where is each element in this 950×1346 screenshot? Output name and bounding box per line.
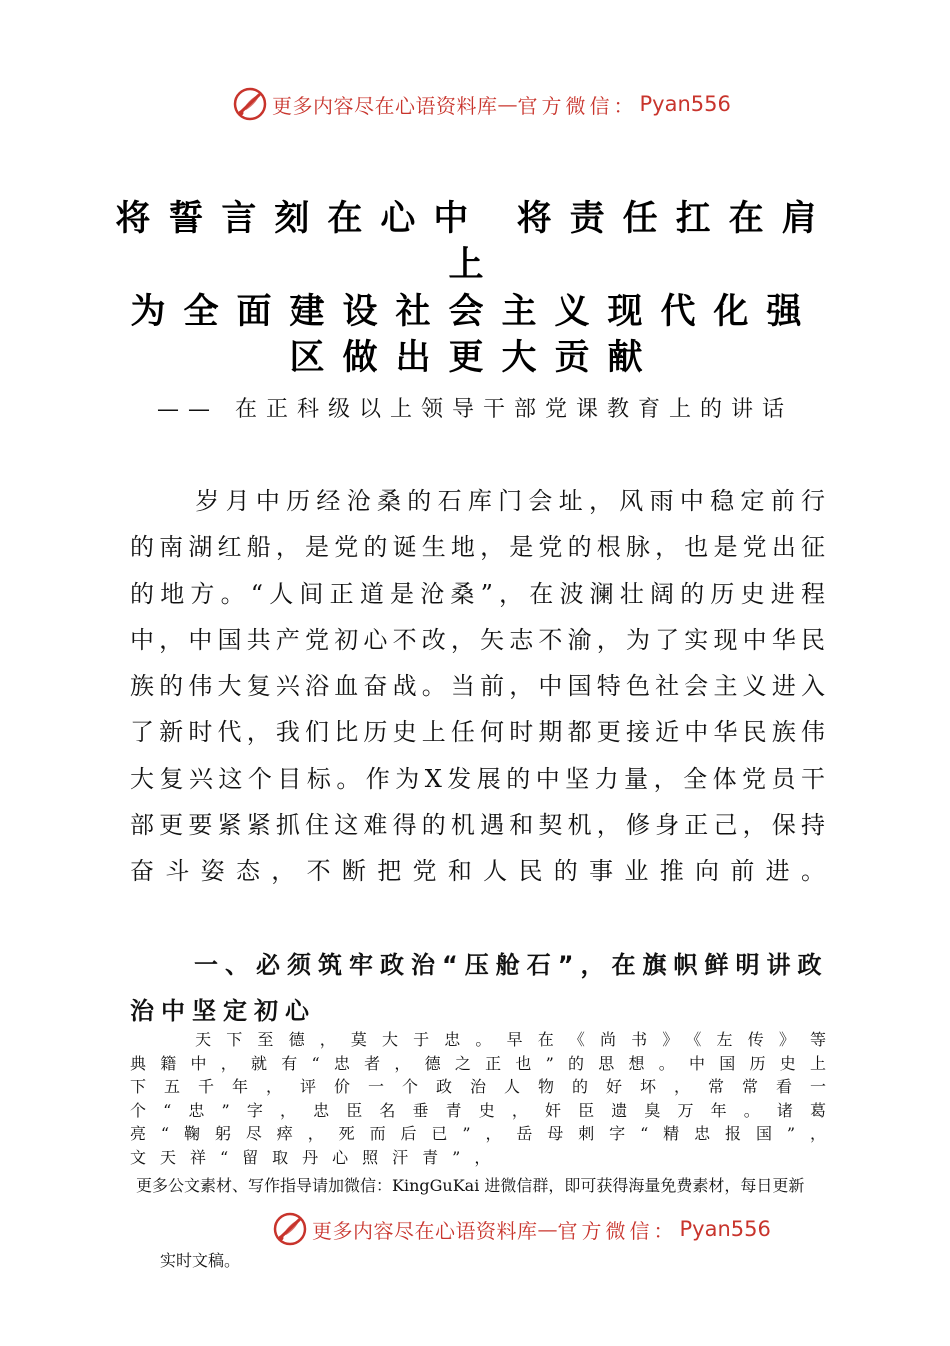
footer-note: 更多公文素材、写作指导请加微信：KingGuKai 进微信群，即可获得海量免费素材，每日更新 [136,1176,805,1195]
body-paragraph-2 [130,1028,840,1169]
body-paragraph-1-text: 岁月中历经沧桑的石库门会址，风雨中稳定前行的南湖红船，是党的诞生地，是党的根脉，也是党出征的地方。“人间正道是沧桑”，在波澜壮阔的历史进程中，中国共产党初心不改，矢志不渝，为了实现中华民族的伟大复兴浴血奋战。当前，中国特色社会主义进入了新时代，我们比历史上任何时期都更接近中华民族伟大复兴这个目标。作为X发展的中坚力量，全体党员干部更要紧紧抓住这难得的机遇和契机，修身正己，保持奋斗姿态，不断把党和人民的事业推向前进。 [130,487,830,886]
watermark-wechat-label: 官方微信： [517,93,638,118]
quill-pen-logo-icon [272,1211,308,1247]
watermark-wechat-id: Pyan556 [679,1217,771,1241]
watermark-text: 更多内容尽在心语资料库 [312,1218,538,1243]
watermark-bottom [272,1211,771,1247]
footer-tail: 实时文稿。 [160,1251,241,1270]
body-paragraph-2-text: 天下至德，莫大于忠。早在《尚书》《左传》等典籍中，就有“忠者，德之正也”的思想。中国历史上下五千年，评价一个政治人物的好坏，常常看一个“忠”字，忠臣名垂青史，奸臣遗臭万年。诸葛亮“鞠躬尽瘁，死而后已”，岳母刺字“精忠报国”，文天祥“留取丹心照汗青”， [130,1030,840,1167]
body-paragraph-1 [130,478,830,895]
section-heading-1 [130,942,830,1034]
title-line-2: 为全面建设社会主义现代化强区做出更大贡献 [130,292,820,378]
watermark-separator: — [497,92,518,116]
watermark-text: 更多内容尽在心语资料库 [272,93,498,118]
watermark-wechat-id: Pyan556 [639,92,731,116]
quill-pen-logo-icon [232,86,268,122]
section-heading-1-text: 一、必须筑牢政治“压舱石”，在旗帜鲜明讲政治中坚定初心 [130,951,829,1025]
title-line-1: 将誓言刻在心中 将责任扛在肩上 [115,199,835,285]
subtitle: —— 在正科级以上领导干部党课教育上的讲话 [157,397,793,422]
watermark-top [232,86,731,122]
watermark-separator: — [537,1217,558,1241]
watermark-wechat-label: 官方微信： [557,1218,678,1243]
